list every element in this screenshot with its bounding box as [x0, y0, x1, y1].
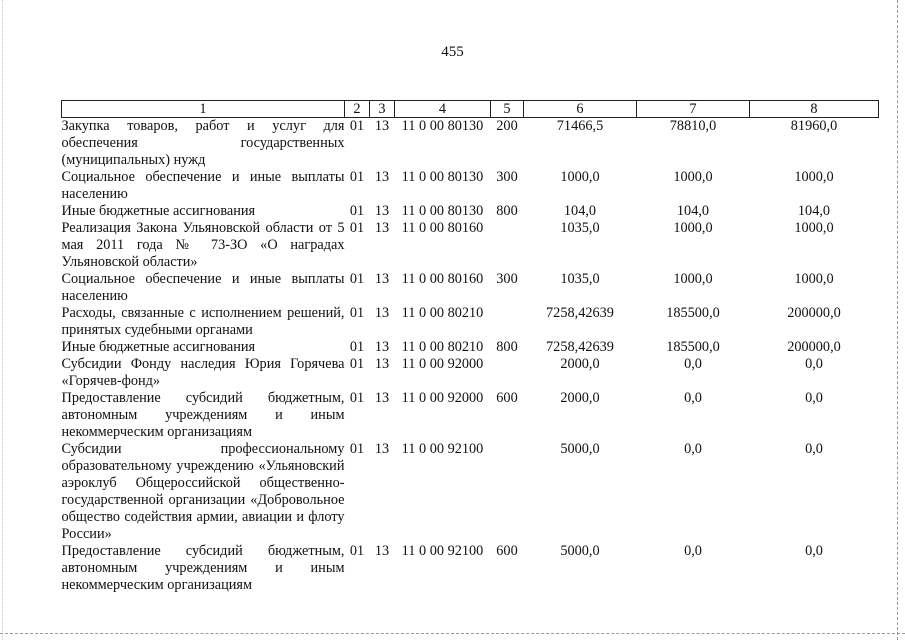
table-row [62, 339, 879, 356]
row-section: 01 [349, 169, 365, 185]
row-amount-col6: 104,0 [563, 203, 597, 219]
row-amount-col7: 104,0 [676, 203, 710, 219]
row-section: 01 [349, 220, 365, 236]
row-section: 01 [349, 271, 365, 287]
row-subsection: 13 [374, 118, 390, 134]
row-subsection: 13 [374, 203, 390, 219]
row-amount-col8: 200000,0 [787, 339, 841, 355]
row-name: Субсидии профессиональному образовательному учреждению «Ульяновский аэроклуб Общероссийской общественно-государственной организации «Добровольное общество содействия армии, авиации и флоту России» [61, 441, 345, 542]
col-header-4: 4 [395, 101, 491, 118]
row-name: Расходы, связанные с исполнением решений, принятых судебными органами [61, 305, 345, 338]
row-target-article: 11 0 00 92100 [401, 441, 484, 457]
row-name: Закупка товаров, работ и услуг для обеспечения государственных (муниципальных) нужд [61, 118, 345, 168]
row-subsection: 13 [374, 169, 390, 185]
row-amount-col6: 2000,0 [560, 356, 600, 372]
row-expense-type: 200 [496, 118, 518, 134]
row-amount-col8: 0,0 [805, 356, 823, 372]
row-amount-col7: 0,0 [684, 356, 702, 372]
row-expense-type: 300 [496, 271, 518, 287]
row-amount-col6: 2000,0 [560, 390, 600, 406]
row-target-article: 11 0 00 80130 [401, 203, 484, 219]
row-expense-type: 800 [496, 339, 518, 355]
row-name: Социальное обеспечение и иные выплаты населению [61, 169, 345, 202]
row-section: 01 [349, 390, 365, 406]
row-name: Иные бюджетные ассигнования [61, 339, 256, 355]
row-amount-col6: 1000,0 [560, 169, 600, 185]
budget-table [61, 100, 879, 594]
scan-edge-bottom [0, 633, 905, 634]
row-amount-col7: 1000,0 [673, 271, 713, 287]
row-subsection: 13 [374, 271, 390, 287]
row-section: 01 [349, 356, 365, 372]
col-header-2: 2 [345, 101, 370, 118]
row-subsection: 13 [374, 339, 390, 355]
row-name: Реализация Закона Ульяновской области от 5 мая 2011 года № 73-ЗО «О наградах Ульяновской области» [61, 220, 345, 270]
row-amount-col8: 0,0 [805, 441, 823, 457]
table-row [62, 441, 879, 543]
row-subsection: 13 [374, 220, 390, 236]
row-amount-col6: 1035,0 [560, 220, 600, 236]
table-row [62, 203, 879, 220]
row-amount-col6: 5000,0 [560, 543, 600, 559]
row-amount-col7: 185500,0 [666, 305, 720, 321]
header-row [62, 101, 879, 118]
row-expense-type: 600 [496, 543, 518, 559]
row-target-article: 11 0 00 80210 [401, 339, 484, 355]
row-subsection: 13 [374, 356, 390, 372]
row-expense-type [491, 220, 524, 271]
row-target-article: 11 0 00 92000 [401, 390, 484, 406]
row-amount-col7: 78810,0 [669, 118, 717, 134]
row-expense-type [491, 356, 524, 390]
row-amount-col6: 1035,0 [560, 271, 600, 287]
table-row [62, 356, 879, 390]
row-amount-col7: 0,0 [684, 543, 702, 559]
row-target-article: 11 0 00 80160 [401, 220, 484, 236]
row-target-article: 11 0 00 80130 [401, 169, 484, 185]
col-header-8: 8 [750, 101, 879, 118]
row-amount-col7: 0,0 [684, 390, 702, 406]
row-amount-col7: 1000,0 [673, 220, 713, 236]
row-section: 01 [349, 118, 365, 134]
row-expense-type: 800 [496, 203, 518, 219]
scan-edge-left [2, 0, 3, 640]
row-section: 01 [349, 203, 365, 219]
row-subsection: 13 [374, 305, 390, 321]
col-header-5: 5 [491, 101, 524, 118]
row-name: Предоставление субсидий бюджетным, автономным учреждениям и иным некоммерческим организациям [61, 543, 345, 593]
row-amount-col7: 185500,0 [666, 339, 720, 355]
row-target-article: 11 0 00 80160 [401, 271, 484, 287]
row-amount-col8: 0,0 [805, 390, 823, 406]
col-header-3: 3 [370, 101, 395, 118]
row-expense-type: 600 [496, 390, 518, 406]
table-row [62, 169, 879, 203]
col-header-1: 1 [62, 101, 345, 118]
row-amount-col8: 1000,0 [794, 220, 834, 236]
table-row [62, 390, 879, 441]
table-row [62, 220, 879, 271]
row-name: Социальное обеспечение и иные выплаты населению [61, 271, 345, 304]
row-amount-col8: 81960,0 [790, 118, 838, 134]
row-expense-type [491, 441, 524, 543]
table-row [62, 543, 879, 594]
row-expense-type: 300 [496, 169, 518, 185]
page-number: 455 [441, 44, 464, 60]
row-amount-col7: 1000,0 [673, 169, 713, 185]
row-section: 01 [349, 441, 365, 457]
table-row [62, 118, 879, 170]
col-header-7: 7 [637, 101, 750, 118]
row-section: 01 [349, 305, 365, 321]
col-header-6: 6 [524, 101, 637, 118]
row-amount-col8: 104,0 [797, 203, 831, 219]
row-target-article: 11 0 00 92100 [401, 543, 484, 559]
row-target-article: 11 0 00 80210 [401, 305, 484, 321]
row-section: 01 [349, 339, 365, 355]
row-amount-col8: 200000,0 [787, 305, 841, 321]
row-amount-col6: 7258,42639 [546, 339, 614, 355]
row-expense-type [491, 305, 524, 339]
row-target-article: 11 0 00 92000 [401, 356, 484, 372]
row-amount-col7: 0,0 [684, 441, 702, 457]
row-amount-col6: 71466,5 [556, 118, 604, 134]
row-subsection: 13 [374, 543, 390, 559]
row-name: Субсидии Фонду наследия Юрия Горячева «Горячев-фонд» [61, 356, 345, 389]
scan-edge-right [897, 0, 898, 640]
row-amount-col8: 1000,0 [794, 271, 834, 287]
row-amount-col8: 0,0 [805, 543, 823, 559]
table-row [62, 305, 879, 339]
row-amount-col8: 1000,0 [794, 169, 834, 185]
row-name: Предоставление субсидий бюджетным, автономным учреждениям и иным некоммерческим организациям [61, 390, 345, 440]
row-subsection: 13 [374, 390, 390, 406]
row-target-article: 11 0 00 80130 [401, 118, 484, 134]
row-name: Иные бюджетные ассигнования [61, 203, 256, 219]
row-subsection: 13 [374, 441, 390, 457]
row-amount-col6: 5000,0 [560, 441, 600, 457]
row-section: 01 [349, 543, 365, 559]
row-amount-col6: 7258,42639 [546, 305, 614, 321]
table-row [62, 271, 879, 305]
